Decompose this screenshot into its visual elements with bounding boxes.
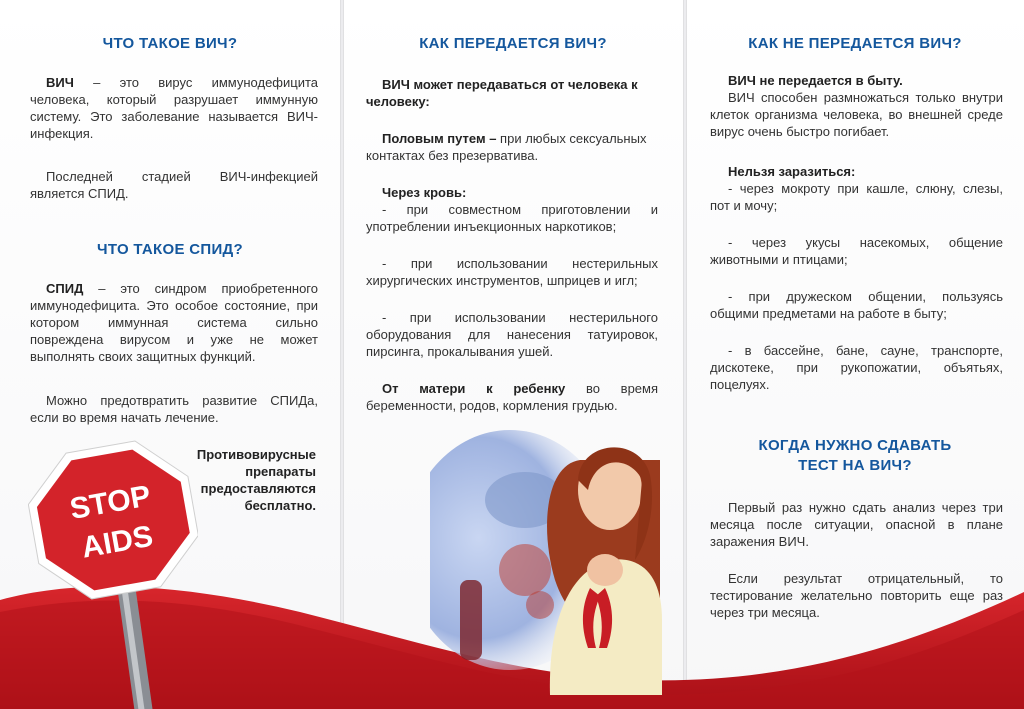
paragraph-virus-outside: ВИЧ способен размножаться только внутри клеток организма человека, во внешней среде вирус очень быстро погибает.	[710, 90, 1003, 139]
paragraph-sexual-route	[366, 130, 658, 164]
heading-through-blood: Через кровь:	[382, 185, 467, 200]
heading-when-to-test-line-1: КОГДА НУЖНО СДАВАТЬ	[758, 437, 952, 454]
heading-cannot-infect: Нельзя заразиться:	[728, 164, 856, 179]
pregnant-woman-illustration	[430, 420, 662, 695]
note-free-drugs	[180, 446, 316, 514]
list-item-blood-drugs: - при совместном приготовлении и употреблении инъекционных наркотиков;	[366, 202, 658, 234]
heading-how-not-transmitted: КАК НЕ ПЕРЕДАЕТСЯ ВИЧ?	[748, 35, 962, 52]
heading-what-is-hiv: ЧТО ТАКОЕ ВИЧ?	[102, 35, 238, 52]
term-aids: СПИД	[46, 281, 84, 296]
paragraph-last-stage: Последней стадией ВИЧ-инфекцией является СПИД.	[30, 169, 318, 201]
paragraph-aids-definition	[30, 280, 318, 365]
stop-sign-line-2: AIDS	[79, 519, 156, 565]
paragraph-not-household: ВИЧ не передается в быту.	[728, 73, 903, 88]
term-mother-to-child: От матери к ребенку	[382, 381, 566, 396]
paragraph-transmission-intro: ВИЧ может передаваться от человека к человеку:	[366, 77, 638, 109]
list-item-insects: - через укусы насекомых, общение животными и птицами;	[710, 235, 1003, 267]
list-item-blood-tattoo: - при использовании нестерильного оборудования для нанесения татуировок, пирсинга, прокалывания ушей.	[366, 310, 658, 359]
note-line: Противовирусные	[196, 447, 316, 462]
note-line: препараты	[245, 464, 316, 479]
text-hiv-definition: – это вирус иммунодефицита человека, который разрушает иммунную систему. Это заболевание называется ВИЧ-инфекция.	[30, 75, 318, 141]
text-mother-to-child: во время беременности, родов, кормления грудью.	[366, 381, 659, 413]
paragraph-hiv-definition	[30, 74, 318, 142]
heading-how-transmitted: КАК ПЕРЕДАЕТСЯ ВИЧ?	[419, 35, 607, 52]
stop-aids-sign-icon	[28, 438, 198, 709]
heading-what-is-aids: ЧТО ТАКОЕ СПИД?	[97, 241, 243, 258]
list-item-friendly-contact: - при дружеском общении, пользуясь общими предметами на работе в быту;	[710, 289, 1003, 321]
term-sexual-route: Половым путем –	[382, 131, 497, 146]
heading-when-to-test	[686, 436, 1024, 476]
paragraph-prevention: Можно предотвратить развитие СПИДа, если во время начать лечение.	[30, 393, 318, 425]
heading-when-to-test-line-2: ТЕСТ НА ВИЧ?	[798, 457, 912, 474]
note-line: бесплатно.	[244, 498, 316, 513]
note-line: предоставляются	[200, 481, 316, 496]
list-item-sputum: - через мокроту при кашле, слюну, слезы, пот и мочу;	[710, 181, 1003, 213]
paragraph-mother-to-child	[366, 380, 658, 414]
stop-sign-line-1: STOP	[67, 479, 154, 527]
paragraph-repeat-test: Если результат отрицательный, то тестирование желательно повторить еще раз через три месяца.	[710, 571, 1003, 620]
term-hiv: ВИЧ	[46, 75, 74, 90]
list-item-public-places: - в бассейне, бане, сауне, транспорте, дискотеке, при рукопожатии, объятьях, поцелуях.	[710, 343, 1003, 392]
text-aids-definition: – это синдром приобретенного иммунодефицита. Это особое состояние, при котором иммунная система сильно повреждена вирусом и уже не может выполнять своих защитных функций.	[30, 281, 318, 364]
text-sexual-route: при любых сексуальных контактах без презерватива.	[366, 131, 647, 163]
paragraph-first-test: Первый раз нужно сдать анализ через три месяца после ситуации, опасной в плане заражения ВИЧ.	[710, 500, 1003, 549]
list-item-blood-instruments: - при использовании нестерильных хирургических инструментов, шприцев и игл;	[366, 256, 658, 288]
